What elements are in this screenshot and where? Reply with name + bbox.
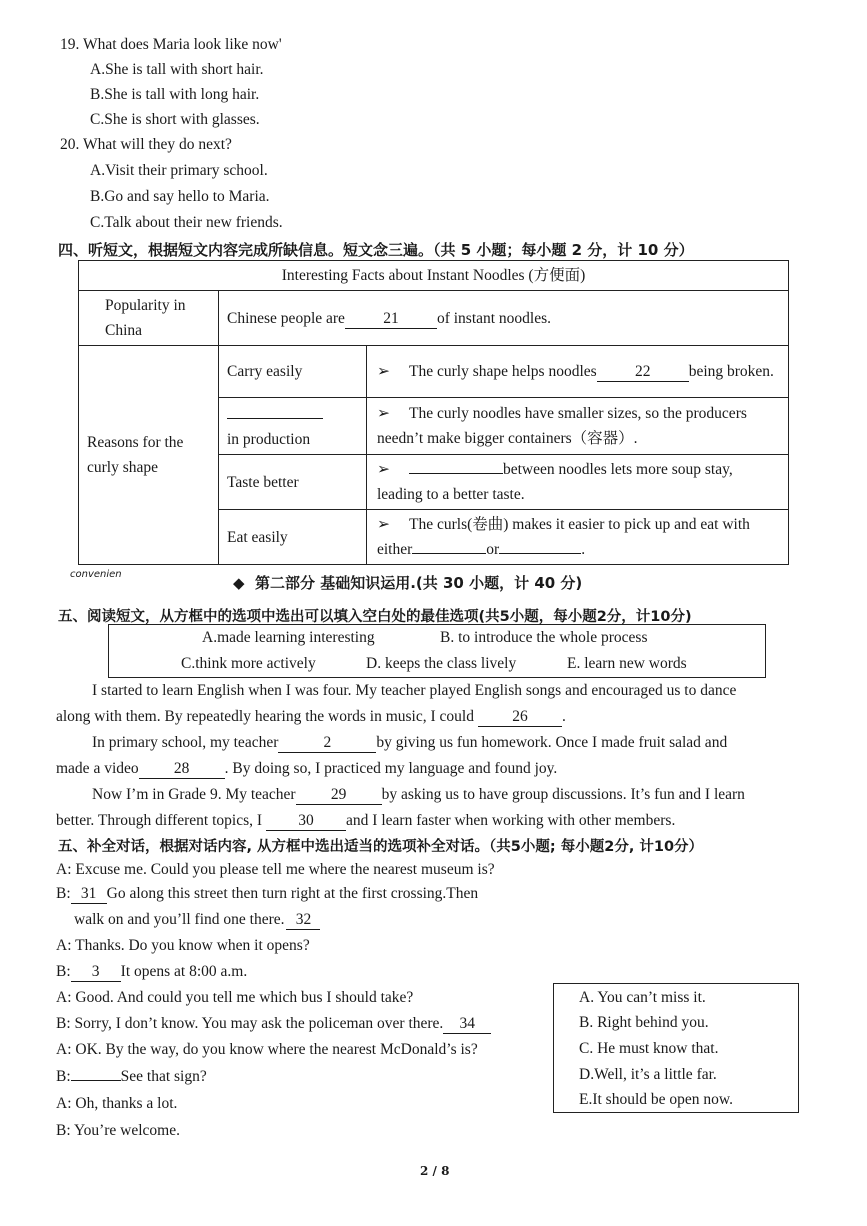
blank-27[interactable]: 2 (278, 734, 376, 753)
option-5b-b: B. Right behind you. (579, 1014, 709, 1031)
section-4-heading: 四、听短文，根据短文内容完成所缺信息。短文念三遍。（共 5 小题；每小题 2 分，计 10 分） (58, 241, 694, 259)
row-eat-text: ➢ The curls(卷曲) makes it easier to pick up and eat with either or . (367, 510, 789, 565)
dialogue-line-11: B: You’re welcome. (56, 1122, 180, 1139)
row-eat-before: The curls(卷曲) makes it easier to pick up and eat with either (377, 516, 750, 558)
dialogue-line-2 (56, 885, 478, 904)
blank-30[interactable]: 30 (266, 812, 346, 831)
option-5a-a: A.made learning interesting (202, 629, 375, 646)
option-5a-e: E. learn new words (567, 655, 687, 672)
noodles-table (78, 260, 789, 565)
section-5b-heading: 五、补全对话，根据对话内容, 从方框中选出适当的选项补全对话。（共5小题; 每小题2分, 计10分） (58, 839, 704, 855)
passage-line-6-a: better. Through different topics, I (56, 812, 263, 829)
blank-22[interactable]: 22 (597, 363, 689, 382)
blank-33[interactable]: 3 (71, 963, 121, 982)
dialogue-line-1: A: Excuse me. Could you please tell me where the nearest museum is? (56, 861, 495, 878)
section-5a-heading: 五、阅读短文，从方框中的选项中选出可以填入空白处的最佳选项(共5小题，每小题2分，计10分) (58, 609, 692, 625)
option-5a-c: C.think more actively (181, 655, 316, 672)
blank-26[interactable]: 26 (478, 708, 562, 727)
dialogue-line-9-text: See that sign? (120, 1068, 207, 1085)
blank-21[interactable]: 21 (345, 310, 437, 329)
page-number: 2 / 8 (420, 1164, 450, 1178)
dialogue-line-10: A: Oh, thanks a lot. (56, 1095, 178, 1112)
row-eat-label: Eat easily (219, 510, 367, 565)
dialogue-line-7 (56, 1015, 491, 1034)
blank-25b[interactable] (499, 553, 581, 554)
arrow-icon: ➢ (377, 461, 390, 478)
passage-line-4-a: made a video (56, 760, 139, 777)
option-20c: C.Talk about their new friends. (90, 214, 283, 231)
option-5b-d: D.Well, it’s a little far. (579, 1066, 717, 1083)
popularity-label: Popularity in China (79, 291, 219, 346)
blank-35[interactable] (71, 1080, 121, 1081)
blank-34[interactable]: 34 (443, 1015, 491, 1034)
arrow-icon: ➢ (377, 363, 390, 380)
option-5a-b: B. to introduce the whole process (440, 629, 648, 646)
speaker-b: B: (56, 1068, 71, 1085)
passage-line-1: I started to learn English when I was four. My teacher played English songs and encouraged us to dance (92, 682, 737, 699)
passage-line-3 (92, 734, 727, 753)
passage-line-5-b: by asking us to have group discussions. It’s fun and I learn (381, 786, 745, 803)
row-production-desc: The curly noodles have smaller sizes, so the producers needn’t make bigger containers（容器）. (377, 405, 747, 447)
reasons-label: Reasons for the curly shape (79, 346, 219, 565)
dialogue-line-2-text: Go along this street then turn right at the first crossing.Then (106, 885, 479, 902)
option-19b: B.She is tall with long hair. (90, 86, 260, 103)
question-19: 19. What does Maria look like now' (60, 36, 282, 53)
row-production-cell (219, 398, 367, 455)
blank-29[interactable]: 29 (296, 786, 382, 805)
blank-32[interactable]: 32 (286, 911, 320, 930)
speaker-b: B: (56, 885, 71, 902)
popularity-cell (219, 291, 789, 346)
blank-31[interactable]: 31 (71, 885, 107, 904)
blank-25a[interactable] (412, 553, 486, 554)
option-20b: B.Go and say hello to Maria. (90, 188, 270, 205)
row-carry-after: being broken. (688, 363, 774, 380)
passage-line-5 (92, 786, 745, 805)
option-5b-e: E.It should be open now. (579, 1091, 733, 1108)
part-2-heading-text: 第二部分 基础知识运用.(共 30 小题，计 40 分) (255, 574, 583, 592)
dialogue-line-6: A: Good. And could you tell me which bus I should take? (56, 989, 414, 1006)
blank-23[interactable] (227, 400, 323, 419)
blank-28[interactable]: 28 (139, 760, 225, 779)
passage-line-3-b: by giving us fun homework. Once I made fruit salad and (376, 734, 728, 751)
passage-line-6-b: and I learn faster when working with other members. (346, 812, 676, 829)
option-19a: A.She is tall with short hair. (90, 61, 264, 78)
row-production-text (367, 398, 789, 455)
dialogue-line-9 (56, 1068, 207, 1086)
popularity-text-after: of instant noodles. (436, 309, 552, 327)
speaker-b: B: (56, 963, 71, 980)
row-taste-text (367, 455, 789, 510)
row-production-label: in production (227, 431, 311, 448)
dialogue-line-5-text: It opens at 8:00 a.m. (120, 963, 248, 980)
row-taste-label: Taste better (219, 455, 367, 510)
row-carry-before: The curly shape helps noodles (409, 363, 597, 380)
question-20: 20. What will they do next? (60, 136, 232, 153)
option-5b-a: A. You can’t miss it. (579, 989, 706, 1006)
row-eat-or: or (486, 541, 500, 558)
dialogue-line-5 (56, 963, 247, 982)
options-box-5a (108, 624, 766, 678)
option-5b-c: C. He must know that. (579, 1040, 719, 1057)
dialogue-line-3-text: walk on and you’ll find one there. (74, 911, 285, 928)
passage-line-2: along with them. By repeatedly hearing the words in music, I could 26 . (56, 708, 566, 725)
passage-line-5-a: Now I’m in Grade 9. My teacher (92, 786, 296, 803)
passage-line-4-b: . By doing so, I practiced my language and found joy. (224, 760, 558, 777)
arrow-icon: ➢ (377, 405, 390, 422)
option-5a-d: D. keeps the class lively (366, 655, 517, 672)
handwritten-note: convenien (70, 569, 122, 580)
diamond-icon: ◆ (233, 574, 245, 592)
option-19c: C.She is short with glasses. (90, 111, 260, 128)
dialogue-line-7-text: B: Sorry, I don’t know. You may ask the policeman over there. (56, 1015, 444, 1032)
option-20a: A.Visit their primary school. (90, 162, 268, 179)
row-carry-text (367, 346, 789, 398)
passage-line-3-a: In primary school, my teacher (92, 734, 279, 751)
table-title: Interesting Facts about Instant Noodles (方便面) (79, 261, 789, 291)
dialogue-line-3 (74, 911, 320, 930)
part-2-heading (233, 572, 582, 593)
passage-line-6 (56, 812, 675, 831)
dialogue-line-4: A: Thanks. Do you know when it opens? (56, 937, 310, 954)
dialogue-line-8: A: OK. By the way, do you know where the nearest McDonald’s is? (56, 1041, 478, 1058)
passage-line-2-text: along with them. By repeatedly hearing the words in music, I could (56, 708, 474, 725)
row-carry-label: Carry easily (219, 346, 367, 398)
blank-24[interactable] (409, 473, 503, 474)
popularity-text-before: Chinese people are (227, 309, 345, 327)
options-box-5b (553, 983, 799, 1113)
row-taste-desc: between noodles lets more soup stay, leading to a better taste. (377, 461, 733, 503)
passage-line-4 (56, 760, 557, 779)
arrow-icon: ➢ (377, 516, 390, 533)
